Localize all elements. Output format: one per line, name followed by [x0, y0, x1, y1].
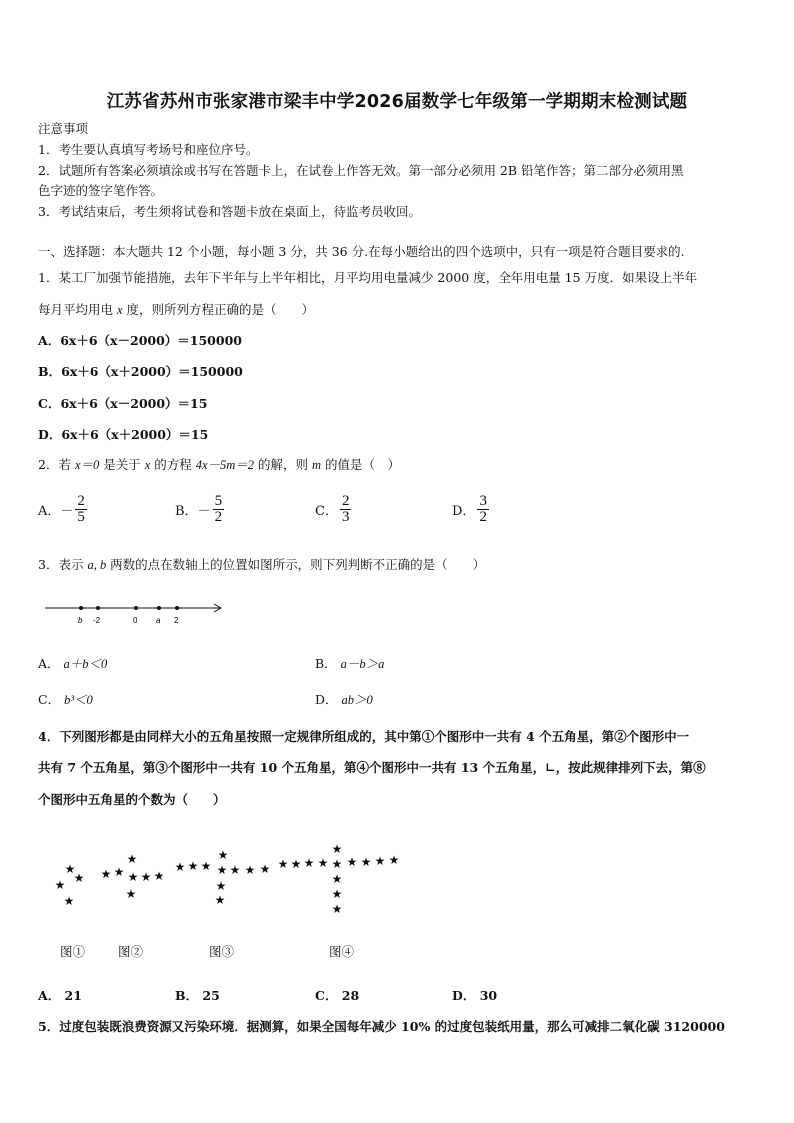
star-icon: ★ [331, 887, 343, 901]
label-2: 2 [174, 616, 179, 625]
point-a [157, 606, 161, 610]
star-icon: ★ [63, 894, 75, 908]
star-icon: ★ [126, 852, 138, 866]
star-icon: ★ [259, 862, 271, 876]
q2-option-b: B． － $\frac{5}{2}$ [175, 493, 223, 525]
notice-item-1: 1．考生要认真填写考场号和座位序号。 [38, 142, 259, 157]
q2-option-d: D． $\frac{3}{2}$ [452, 493, 487, 525]
q2-stem: 2．若 x＝0 是关于 x 的方程 4x－5m＝2 的解，则 m 的值是（ ） [38, 457, 401, 472]
star-icon: ★ [54, 878, 66, 892]
star-icon: ★ [187, 859, 199, 873]
q4-option-d: D． 30 [452, 988, 498, 1003]
number-line-figure [40, 598, 230, 628]
q3-option-c: C． b³＜0 [38, 692, 93, 707]
notice-item-2-cont: 色字迹的签字笔作答。 [38, 183, 164, 198]
star-icon: ★ [140, 870, 152, 884]
q4-stem-line2: 共有 7 个五角星，第③个图形中一共有 10 个五角星，第④个图形中一共有 13 个五角星，∟，按此规律排列下去，第⑧ [38, 760, 706, 775]
star-icon: ★ [174, 860, 186, 874]
label-b: b [78, 616, 83, 625]
label-0: 0 [133, 616, 138, 625]
star-icon: ★ [217, 848, 229, 862]
star-icon: ★ [317, 856, 329, 870]
point-0 [134, 606, 138, 610]
star-icon: ★ [200, 859, 212, 873]
star-icon: ★ [360, 855, 372, 869]
notice-item-3: 3．考试结束后，考生须将试卷和答题卡放在桌面上，待监考员收回。 [38, 204, 421, 219]
point-neg2 [96, 606, 100, 610]
star-icon: ★ [214, 893, 226, 907]
star-icon: ★ [374, 854, 386, 868]
star-icon: ★ [290, 857, 302, 871]
q1-stem-line2: 每月平均用电 x 度，则所列方程正确的是（ ） [38, 302, 315, 317]
star-icon: ★ [113, 865, 125, 879]
point-2 [175, 606, 179, 610]
star-icon: ★ [216, 863, 228, 877]
star-icon: ★ [244, 863, 256, 877]
page-title: 江苏省苏州市张家港市梁丰中学2026届数学七年级第一学期期末检测试题 [106, 92, 688, 112]
q4-option-b: B． 25 [175, 988, 220, 1003]
q1-option-b: B．6x＋6（x＋2000）＝150000 [38, 364, 243, 379]
star-icon: ★ [331, 902, 343, 916]
q4-option-c: C． 28 [315, 988, 360, 1003]
section-heading: 一、选择题：本大题共 12 个小题，每小题 3 分，共 36 分.在每小题给出的四个选项中，只有一项是符合题目要求的. [38, 244, 685, 259]
star-icon: ★ [153, 869, 165, 883]
q3-stem: 3．表示 a, b 两数的点在数轴上的位置如图所示，则下列判断不正确的是（ ） [38, 557, 486, 572]
q4-option-a: A． 21 [38, 988, 82, 1003]
star-icon: ★ [331, 857, 343, 871]
star-icon: ★ [73, 871, 85, 885]
star-icon: ★ [64, 862, 76, 876]
q4-stem-line1: 4．下列图形都是由同样大小的五角星按照一定规律所组成的，其中第①个图形中一共有 4 个五角星，第②个图形中一 [38, 729, 690, 744]
star-icon: ★ [229, 863, 241, 877]
notice-item-2: 2．试题所有答案必须填涂或书写在答题卡上，在试卷上作答无效。第一部分必须用 2B 铅笔作答；第二部分必须用黑 [38, 163, 684, 178]
star-icon: ★ [346, 855, 358, 869]
q1-option-c: C．6x＋6（x－2000）＝15 [38, 396, 208, 411]
q2-option-a: A． － $\frac{2}{5}$ [38, 493, 85, 525]
figure-label-2: 图② [118, 944, 144, 959]
star-icon: ★ [100, 867, 112, 881]
notice-heading: 注意事项 [38, 121, 89, 136]
star-icon: ★ [388, 853, 400, 867]
q2-option-c: C． $\frac{2}{3}$ [315, 493, 350, 525]
star-icon: ★ [277, 857, 289, 871]
q1-option-a: A．6x＋6（x－2000）＝150000 [38, 333, 242, 348]
q3-option-a: A． a＋b＜0 [38, 656, 108, 671]
label-neg2: -2 [93, 616, 101, 625]
figure-label-1: 图① [60, 944, 86, 959]
star-icon: ★ [125, 887, 137, 901]
q4-stem-line3: 个图形中五角星的个数为（ ） [38, 792, 226, 807]
star-icon: ★ [127, 870, 139, 884]
label-a: a [156, 616, 161, 625]
q3-option-b: B． a－b＞a [315, 656, 385, 671]
q1-option-d: D．6x＋6（x＋2000）＝15 [38, 427, 209, 442]
star-icon: ★ [303, 856, 315, 870]
star-icon: ★ [215, 879, 227, 893]
q3-option-d: D． ab＞0 [315, 692, 373, 707]
figure-label-4: 图④ [329, 944, 355, 959]
figure-label-3: 图③ [209, 944, 235, 959]
star-icon: ★ [331, 842, 343, 856]
star-icon: ★ [331, 872, 343, 886]
q5-stem-line1: 5．过度包装既浪费资源又污染环境．据测算，如果全国每年减少 10% 的过度包装纸用量，那么可减排二氧化碳 3120000 [38, 1019, 725, 1034]
point-b [79, 606, 83, 610]
q1-stem-line1: 1．某工厂加强节能措施，去年下半年与上半年相比，月平均用电量减少 2000 度，全年用电量 15 万度．如果设上半年 [38, 270, 698, 285]
